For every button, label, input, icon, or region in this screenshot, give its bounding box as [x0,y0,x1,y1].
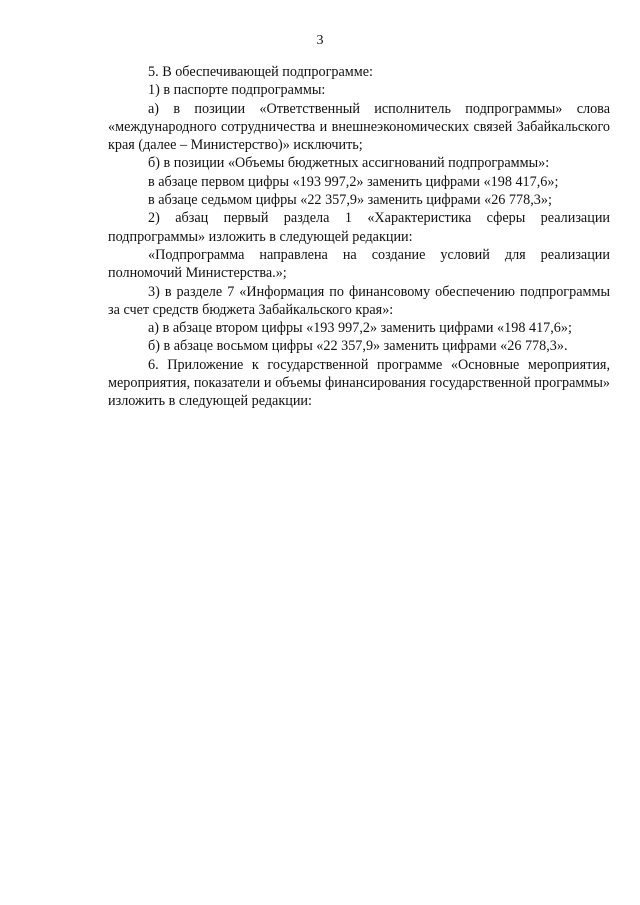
paragraph-item-2-section-1: 2) абзац первый раздела 1 «Характеристика сферы реализации подпрограммы» изложить в следующей редакции: [108,210,610,245]
paragraph-item-b-budget: б) в позиции «Объемы бюджетных ассигнований подпрограммы»: [148,155,550,172]
paragraph-item-a-second-abzac: а) в абзаце втором цифры «193 997,2» заменить цифрами «198 417,6»; [148,320,572,337]
paragraph-seventh-abzac: в абзаце седьмом цифры «22 357,9» заменить цифрами «26 778,3»; [148,192,552,209]
document-body [108,63,610,411]
paragraph-section-6-appendix: 6. Приложение к государственной программе «Основные мероприятия, мероприятия, показатели и объемы финансирования государственной программы» изложить в следующей редакции: [108,356,610,410]
page-number: 3 [316,33,324,48]
paragraph-quoted-text: «Подпрограмма направлена на создание условий для реализации полномочий Министерства.»; [108,246,610,282]
paragraph-item-3-section-7: 3) в разделе 7 «Информация по финансовому обеспечению подпрограммы за счет средств бюджета Забайкальского края»: [108,283,610,318]
paragraph-item-a-executor: а) в позиции «Ответственный исполнитель подпрограммы» слова «международного сотрудничества и внешнеэкономических связей Забайкальского края (далее – Министерство)» исключить; [108,100,610,154]
paragraph-item-1-passport: 1) в паспорте подпрограммы: [148,82,326,99]
paragraph-item-b-eighth-abzac: б) в абзаце восьмом цифры «22 357,9» заменить цифрами «26 778,3». [148,338,568,355]
paragraph-first-abzac: в абзаце первом цифры «193 997,2» заменить цифрами «198 417,6»; [148,173,559,190]
paragraph-section-5-heading: 5. В обеспечивающей подпрограмме: [148,64,373,80]
